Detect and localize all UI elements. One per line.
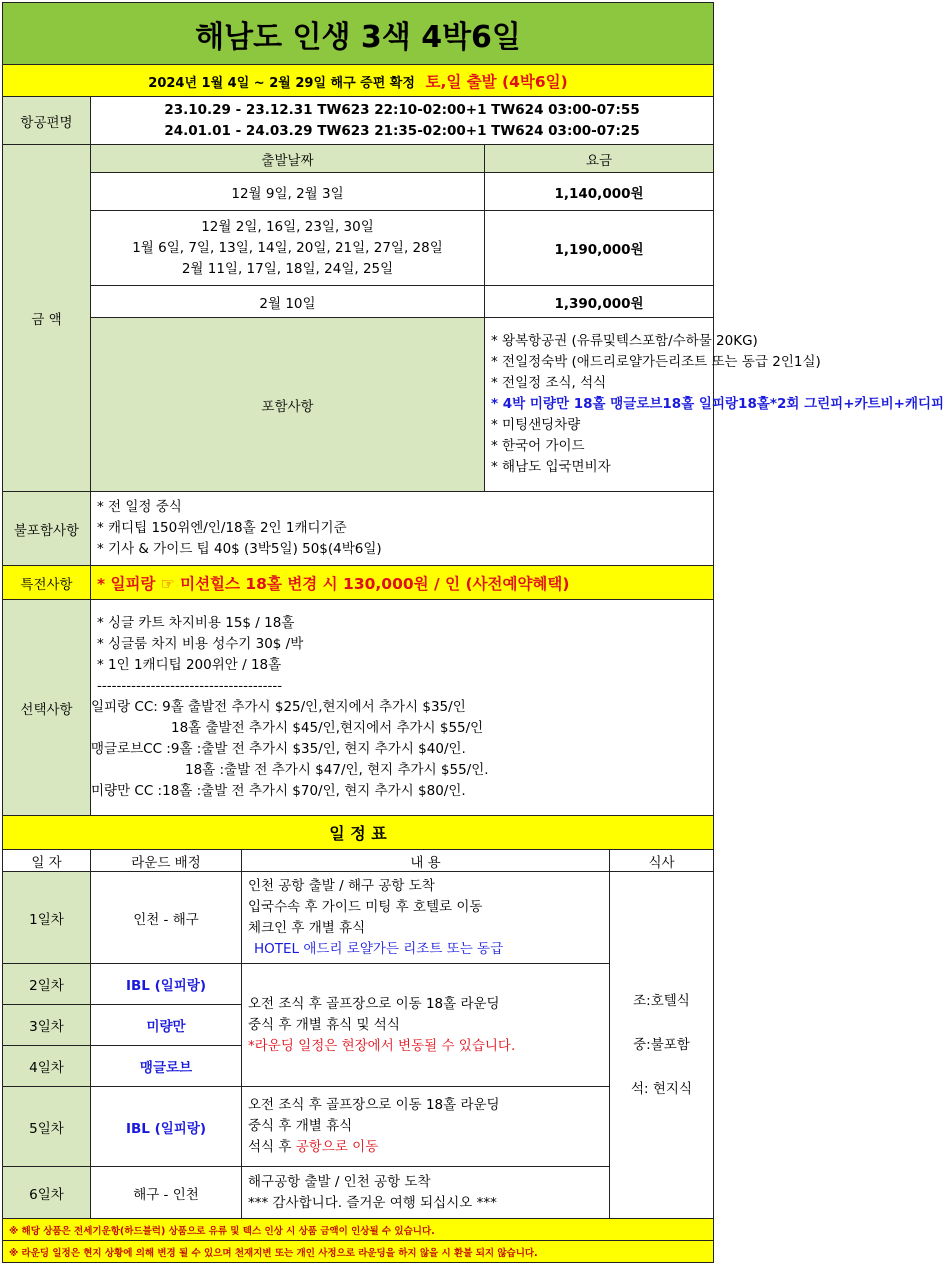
price-dates: 12월 9일, 2월 3일 [91,173,485,211]
content-line: *** 감사합니다. 즐거운 여행 되십시오 *** [248,1194,497,1211]
content-prefix: 석식 후 [248,1139,296,1155]
special-text: * 일피랑 ☞ 미션힐스 18홀 변경 시 130,000원 / 인 (사전예약혜택) [91,566,714,600]
subtitle-highlight: 토,일 출발 (4박6일) [425,72,568,91]
excluded-item: * 캐디팁 150위엔/인/18홀 2인 1캐디기준 [97,520,347,536]
included-item: * 한국어 가이드 [491,438,585,454]
round-cell: 맹글로브 [91,1046,242,1087]
price-dates [91,211,485,286]
content-line: 오전 조식 후 골프장으로 이동 18홀 라운딩 [248,1097,500,1113]
content-red: 공항으로 이동 [295,1139,379,1155]
round-cell: IBL (일피랑) [91,964,242,1005]
content-line: 중식 후 개별 휴식 [248,1118,353,1134]
content-line: 해구공항 출발 / 인천 공항 도착 [248,1173,431,1190]
schedule-header: 식사 [610,850,714,872]
schedule-header: 라운드 배정 [91,850,242,872]
day-cell: 2일차 [3,964,91,1005]
excluded-item: * 전 일정 중식 [97,499,182,515]
day-content [242,1087,610,1167]
schedule-table [2,815,714,1263]
flight-info [91,97,714,145]
day-content [242,872,610,964]
special-label: 특전사항 [3,566,91,600]
option-item: * 싱글룸 차지 비용 성수기 30$ /박 [97,636,304,652]
flight-label: 항공편명 [3,97,91,145]
content-line: 체크인 후 개별 휴식 [248,919,366,936]
page-title: 해남도 인생 3색 4박6일 [3,3,714,65]
date-line: 12월 2일, 16일, 23일, 30일 [201,218,374,235]
flight-line: 23.10.29 - 23.12.31 TW623 22:10-02:00+1 TW624 03:00-07:55 [164,101,640,118]
info-table [2,2,944,816]
footnote: ※ 해당 상품은 전세기운항(하드블럭) 상품으로 유류 및 텍스 인상 시 상품 금액이 인상될 수 있습니다. [3,1219,714,1241]
hotel-line: HOTEL 애드리 로얄가든 리조트 또는 동급 [254,940,504,957]
day-cell: 6일차 [3,1167,91,1219]
round-cell: 미량만 [91,1005,242,1046]
meal-lunch: 중:불포함 [633,1037,690,1053]
excluded-list [91,492,714,566]
day-cell: 1일차 [3,872,91,964]
meal-dinner: 석: 현지식 [631,1081,693,1097]
content-line: 오전 조식 후 골프장으로 이동 18홀 라운딩 [248,995,500,1012]
excluded-item: * 기사 & 가이드 팁 40$ (3박5일) 50$(4박6일) [97,541,382,557]
price-label: 금 액 [3,145,91,492]
day-content [242,1167,610,1219]
option-item: * 싱글 카트 차지비용 15$ / 18홀 [97,615,295,631]
round-cell: 인천 - 해구 [91,872,242,964]
subtitle-row [3,65,714,97]
schedule-header: 일 자 [3,850,91,872]
footnote: ※ 라운딩 일정은 현지 상황에 의해 변경 될 수 있으며 천재지변 또는 개인 사정으로 라운딩을 하지 않을 시 환불 되지 않습니다. [3,1241,714,1263]
option-item: 18홀 :출발 전 추가시 $47/인, 현지 추가시 $55/인. [185,762,489,778]
day-cell: 3일차 [3,1005,91,1046]
option-item: 18홀 출발전 추가시 $45/인,현지에서 추가시 $55/인 [171,720,484,736]
included-item: * 전일정 조식, 석식 [491,375,607,391]
subtitle-text: 2024년 1월 4일 ~ 2월 29일 해구 증편 확정 [148,75,415,91]
option-item: * 1인 1캐디팁 200위안 / 18홀 [97,657,282,673]
option-item: 일피랑 CC: 9홀 출발전 추가시 $25/인,현지에서 추가시 $35/인 [91,699,466,715]
content-line [248,1137,603,1158]
included-item: * 해남도 입국면비자 [491,459,611,475]
date-line: 1월 6일, 7일, 13일, 14일, 20일, 21일, 27일, 28일 [132,239,443,256]
price-dates: 2월 10일 [91,286,485,318]
included-label: 포함사항 [91,318,485,492]
content-line: 입국수속 후 가이드 미팅 후 호텔로 이동 [248,898,483,915]
round-cell: IBL (일피랑) [91,1087,242,1167]
meal-cell [610,872,714,1219]
included-list [485,318,944,492]
content-line: 인천 공항 출발 / 해구 공항 도착 [248,877,435,894]
option-item: 맹글로브CC :9홀 :출발 전 추가시 $35/인, 현지 추가시 $40/인. [91,741,466,757]
price-value: 1,190,000원 [485,211,714,286]
excluded-label: 불포함사항 [3,492,91,566]
day-cell: 4일차 [3,1046,91,1087]
day-cell: 5일차 [3,1087,91,1167]
option-item: 미량만 CC :18홀 :출발 전 추가시 $70/인, 현지 추가시 $80/인. [91,783,466,799]
price-value: 1,140,000원 [485,173,714,211]
golf-content [242,964,610,1087]
content-line: 중식 후 개별 휴식 및 석식 [248,1016,400,1033]
schedule-header: 내 용 [242,850,610,872]
flight-line: 24.01.01 - 24.03.29 TW623 21:35-02:00+1 TW624 03:00-07:25 [164,122,640,139]
options-label: 선택사항 [3,600,91,816]
content-note: *라운딩 일정은 현장에서 변동될 수 있습니다. [248,1037,516,1054]
price-col-date: 출발날짜 [91,145,485,173]
price-value: 1,390,000원 [485,286,714,318]
tour-sheet [2,2,944,1278]
date-line: 2월 11일, 17일, 18일, 24일, 25일 [181,260,394,277]
price-col-price: 요금 [485,145,714,173]
schedule-title: 일 정 표 [3,816,714,850]
included-item: * 왕복항공권 (유류및텍스포함/수하물 20KG) [491,333,758,349]
round-cell: 해구 - 인천 [91,1167,242,1219]
included-item: * 미팅샌딩차량 [491,417,581,433]
included-item: * 전일정숙박 (애드리로얄가든리조트 또는 동급 2인1실) [491,354,821,370]
options-list [91,600,714,816]
meal-breakfast: 조:호텔식 [633,993,690,1009]
option-divider: -------------------------------------- [97,678,283,694]
included-item: * 4박 미량만 18홀 맹글로브18홀 일피랑18홀*2회 그린피+카트비+캐디피 [491,396,944,412]
